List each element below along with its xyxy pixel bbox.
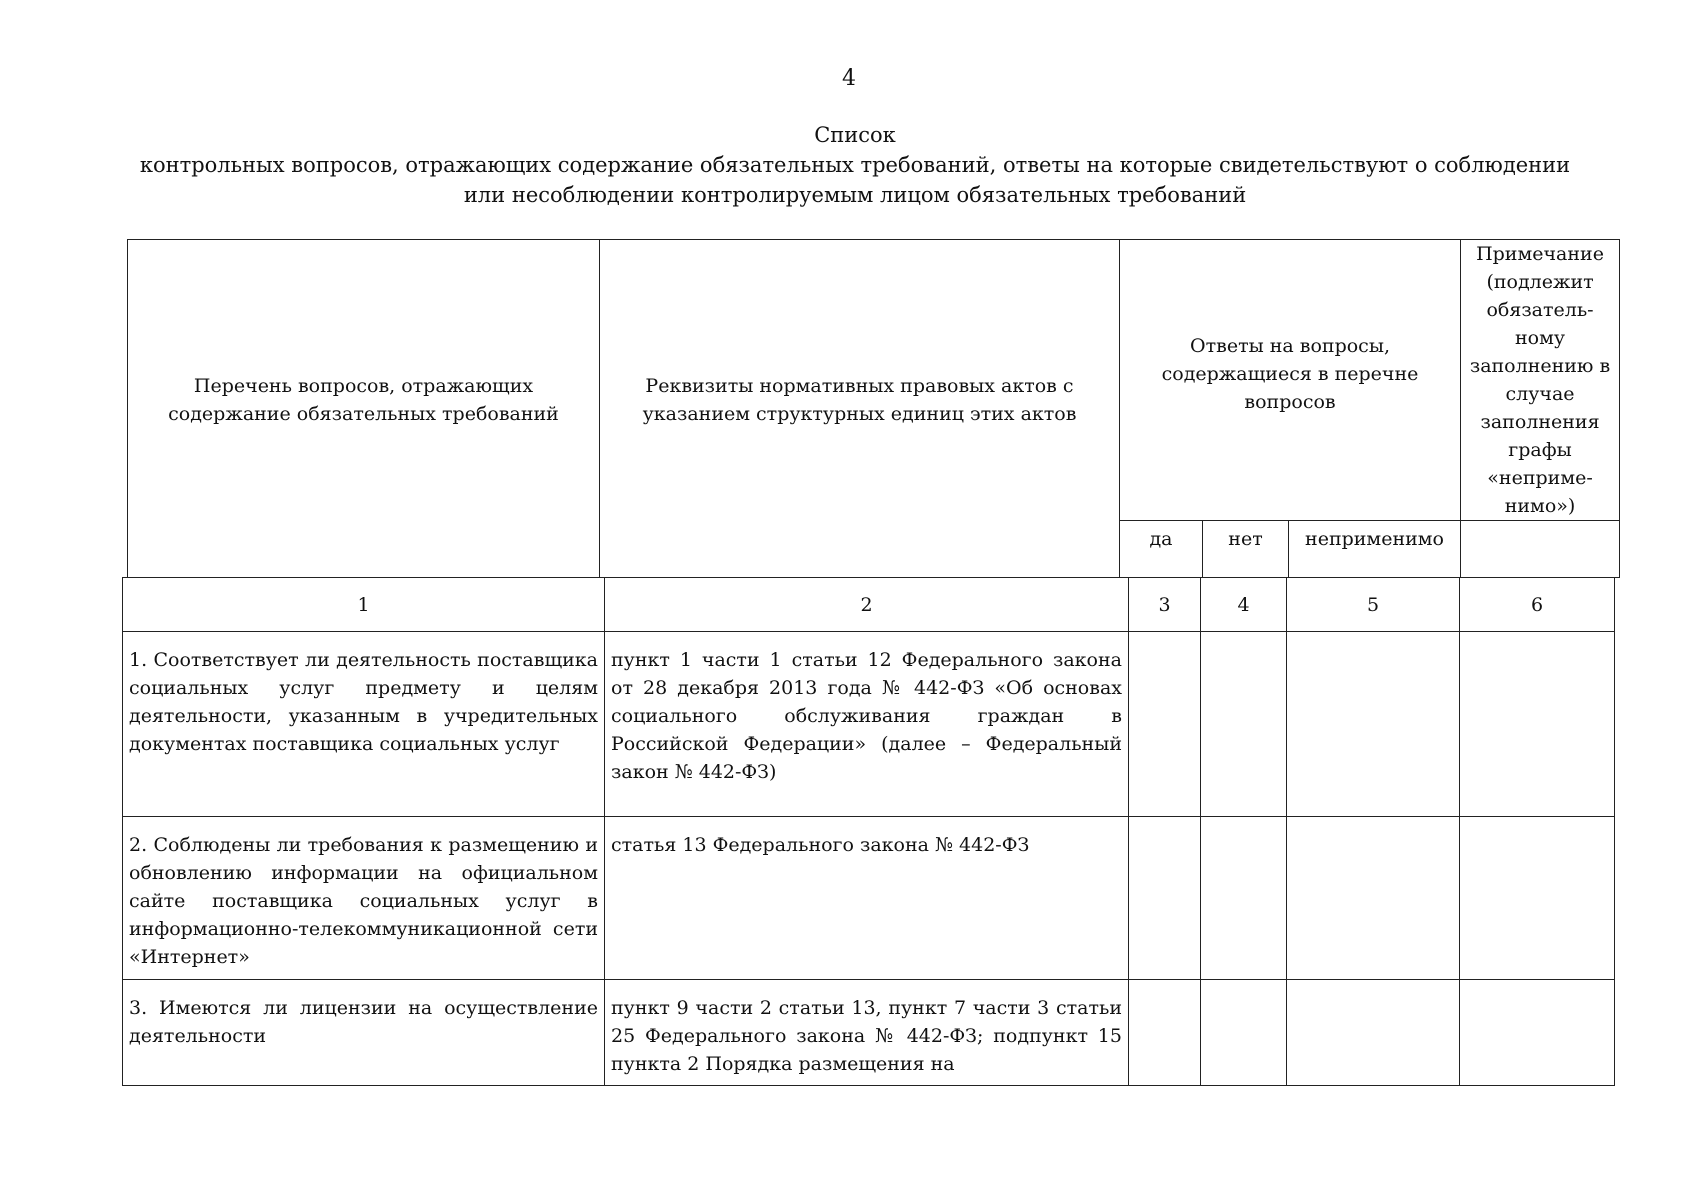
answer-na-cell[interactable] — [1287, 980, 1460, 1086]
answer-na-cell[interactable] — [1287, 817, 1460, 980]
title-line-3: или несоблюдении контролируемым лицом обязательных требований — [463, 183, 1247, 207]
document-title — [100, 120, 1610, 210]
question-cell: 3. Имеются ли лицензии на осуществление деятельности — [123, 980, 605, 1086]
header-note-empty — [1461, 521, 1620, 578]
column-number-row — [123, 578, 1615, 632]
title-line-1: Список — [814, 123, 896, 147]
table-row — [123, 632, 1615, 817]
checklist-table — [122, 577, 1615, 1086]
header-na: неприменимо — [1289, 521, 1461, 578]
title-line-2: контрольных вопросов, отражающих содержание обязательных требований, ответы на которые свидетельствуют о соблюдении — [139, 153, 1571, 177]
header-questions: Перечень вопросов, отражающих содержание обязательных требований — [128, 240, 600, 578]
column-number: 5 — [1287, 578, 1460, 632]
answer-yes-cell[interactable] — [1129, 980, 1201, 1086]
answer-yes-cell[interactable] — [1129, 632, 1201, 817]
header-yes: да — [1120, 521, 1203, 578]
header-no: нет — [1203, 521, 1289, 578]
column-number: 2 — [605, 578, 1129, 632]
header-references: Реквизиты нормативных правовых актов с указанием структурных единиц этих актов — [600, 240, 1120, 578]
answer-no-cell[interactable] — [1201, 980, 1287, 1086]
column-number: 4 — [1201, 578, 1287, 632]
reference-cell: пункт 9 части 2 статьи 13, пункт 7 части 3 статьи 25 Федерального закона № 442-ФЗ; подпункт 15 пункта 2 Порядка размещения на — [605, 980, 1129, 1086]
question-cell: 1. Соответствует ли деятельность поставщика социальных услуг предмету и целям деятельности, указанным в учредительных документах поставщика социальных услуг — [123, 632, 605, 817]
table-row — [123, 980, 1615, 1086]
note-cell[interactable] — [1460, 817, 1615, 980]
answer-no-cell[interactable] — [1201, 817, 1287, 980]
note-cell[interactable] — [1460, 632, 1615, 817]
answer-yes-cell[interactable] — [1129, 817, 1201, 980]
page-number: 4 — [842, 66, 856, 91]
note-cell[interactable] — [1460, 980, 1615, 1086]
header-note: Примечание (подлежит обязатель-ному заполнению в случае заполнения графы «неприме-нимо») — [1461, 240, 1620, 521]
reference-cell: статья 13 Федерального закона № 442-ФЗ — [605, 817, 1129, 980]
header-table — [127, 239, 1620, 578]
column-number: 6 — [1460, 578, 1615, 632]
header-answers: Ответы на вопросы, содержащиеся в перечне вопросов — [1120, 240, 1461, 521]
column-number: 3 — [1129, 578, 1201, 632]
table-row — [123, 817, 1615, 980]
question-cell: 2. Соблюдены ли требования к размещению и обновлению информации на официальном сайте поставщика социальных услуг в информационно-телекоммуникационной сети «Интернет» — [123, 817, 605, 980]
column-number: 1 — [123, 578, 605, 632]
answer-na-cell[interactable] — [1287, 632, 1460, 817]
answer-no-cell[interactable] — [1201, 632, 1287, 817]
reference-cell: пункт 1 части 1 статьи 12 Федерального закона от 28 декабря 2013 года № 442-ФЗ «Об основах социального обслуживания граждан в Российской Федерации» (далее – Федеральный закон № 442-ФЗ) — [605, 632, 1129, 817]
